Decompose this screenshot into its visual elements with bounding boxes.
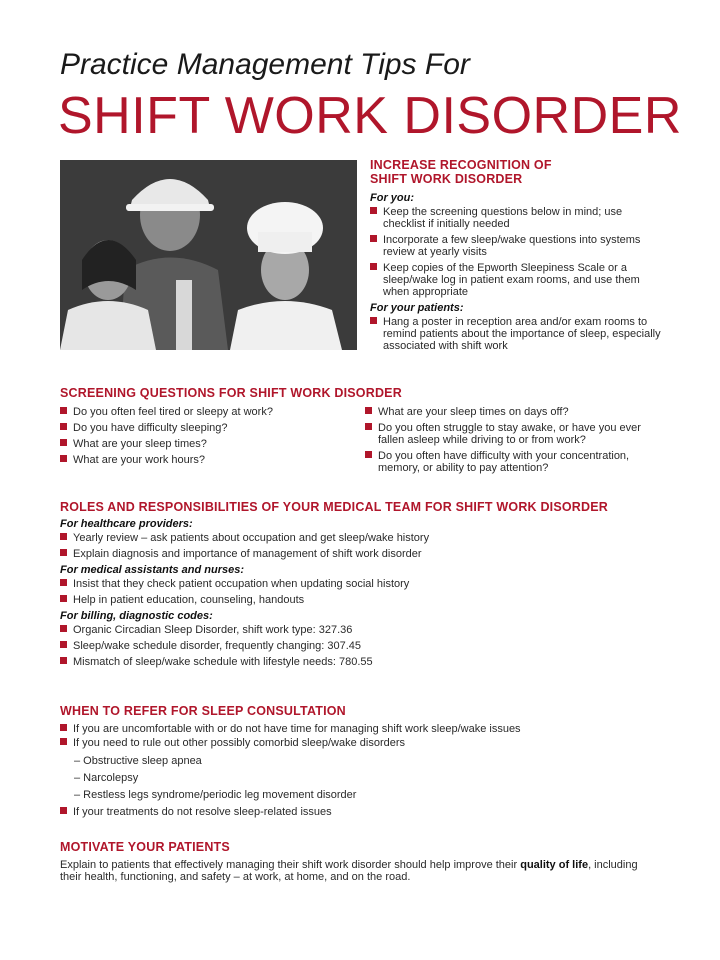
list-item: Do you often have difficulty with your concentration, memory, or ability to pay attention? (365, 450, 655, 474)
quality-of-life-emphasis: quality of life (520, 859, 589, 871)
bullet-square-icon (365, 407, 372, 414)
bullet-square-icon (60, 407, 67, 414)
providers-label: For healthcare providers: (60, 518, 193, 530)
list-item: Mismatch of sleep/wake schedule with lifestyle needs: 780.55 (60, 656, 660, 668)
bullet-square-icon (365, 451, 372, 458)
screening-left-column (60, 406, 365, 478)
recognition-section (370, 158, 662, 356)
list-item: Sleep/wake schedule disorder, frequently changing: 307.45 (60, 640, 660, 652)
list-item: Help in patient education, counseling, handouts (60, 594, 660, 606)
list-item: If you are uncomfortable with or do not have time for managing shift work sleep/wake issues (60, 723, 660, 735)
for-patients-label: For your patients: (370, 302, 464, 314)
recognition-heading-1: INCREASE RECOGNITION OF (370, 158, 552, 172)
workers-photo-graphic (60, 160, 357, 350)
list-item: What are your sleep times? (60, 438, 365, 450)
bullet-square-icon (60, 579, 67, 586)
list-item: Hang a poster in reception area and/or exam rooms to remind patients about the importance of sleep, especially associated with shift work (370, 316, 662, 352)
sub-list-item: – Obstructive sleep apnea (74, 755, 202, 767)
workers-photo (60, 160, 357, 350)
list-item: Explain diagnosis and importance of management of shift work disorder (60, 548, 660, 560)
bullet-square-icon (60, 423, 67, 430)
list-item: Organic Circadian Sleep Disorder, shift work type: 327.36 (60, 624, 660, 636)
bullet-square-icon (60, 549, 67, 556)
motivate-paragraph: Explain to patients that effectively managing their shift work disorder should help improve their quality of life, including their health, functioning, and safety – at work, at home, and on the road. (60, 859, 638, 883)
list-item: Insist that they check patient occupation when updating social history (60, 578, 660, 590)
billing-label: For billing, diagnostic codes: (60, 610, 213, 622)
screening-heading: SCREENING QUESTIONS FOR SHIFT WORK DISORDER (60, 386, 402, 400)
assistants-label: For medical assistants and nurses: (60, 564, 245, 576)
bullet-square-icon (370, 263, 377, 270)
screening-section (60, 386, 660, 478)
bullet-square-icon (365, 423, 372, 430)
roles-section (60, 500, 660, 672)
list-item: If you need to rule out other possibly comorbid sleep/wake disorders (60, 737, 660, 749)
list-item: Keep the screening questions below in mind; use checklist if initially needed (370, 206, 662, 230)
motivate-section (60, 840, 660, 883)
sub-list-item: – Narcolepsy (74, 772, 139, 784)
bullet-square-icon (60, 439, 67, 446)
sub-list-item: – Restless legs syndrome/periodic leg movement disorder (74, 789, 357, 801)
bullet-square-icon (60, 595, 67, 602)
motivate-heading: MOTIVATE YOUR PATIENTS (60, 840, 230, 854)
list-item: If your treatments do not resolve sleep-related issues (60, 806, 660, 818)
bullet-square-icon (60, 533, 67, 540)
list-item: Do you often feel tired or sleepy at work? (60, 406, 365, 418)
bullet-square-icon (60, 738, 67, 745)
refer-section (60, 704, 660, 822)
list-item: What are your sleep times on days off? (365, 406, 655, 418)
list-item: Incorporate a few sleep/wake questions into systems review at yearly visits (370, 234, 662, 258)
roles-heading: ROLES AND RESPONSIBILITIES OF YOUR MEDICAL TEAM FOR SHIFT WORK DISORDER (60, 500, 609, 514)
list-item: Do you have difficulty sleeping? (60, 422, 365, 434)
bullet-square-icon (60, 455, 67, 462)
recognition-heading-2: SHIFT WORK DISORDER (370, 172, 523, 186)
title-line-1: Practice Management Tips For (60, 48, 470, 81)
for-you-label: For you: (370, 192, 414, 204)
bullet-square-icon (370, 317, 377, 324)
bullet-square-icon (60, 807, 67, 814)
bullet-square-icon (60, 724, 67, 731)
screening-right-column (365, 406, 655, 478)
bullet-square-icon (60, 625, 67, 632)
title-line-2: SHIFT WORK DISORDER (58, 87, 682, 145)
refer-heading: WHEN TO REFER FOR SLEEP CONSULTATION (60, 704, 346, 718)
list-item: Do you often struggle to stay awake, or have you ever fallen asleep while driving to or from work? (365, 422, 655, 446)
list-item: What are your work hours? (60, 454, 365, 466)
bullet-square-icon (370, 207, 377, 214)
list-item: Yearly review – ask patients about occupation and get sleep/wake history (60, 532, 660, 544)
list-item: Keep copies of the Epworth Sleepiness Scale or a sleep/wake log in patient exam rooms, and use them when appropriate (370, 262, 662, 298)
bullet-square-icon (60, 657, 67, 664)
bullet-square-icon (370, 235, 377, 242)
bullet-square-icon (60, 641, 67, 648)
